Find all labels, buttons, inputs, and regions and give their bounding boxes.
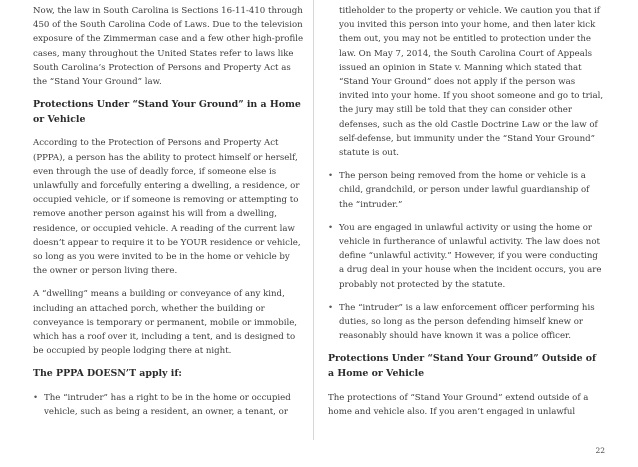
- bullet-icon: •: [328, 222, 334, 233]
- list-item-text: The “intruder” has a right to be in the home or occupied vehicle, such as being a resident, an owner, a tenant, or: [44, 393, 291, 418]
- dwelling-paragraph: A “dwelling” means a building or conveyance of any kind, including an attached porch, whether the building or conveyance is temporary or permanent, mobile or immobile, which has a roof over it, including a tent, and is designed to be occupied by people lodging there at night.: [33, 289, 298, 357]
- list-item: [328, 221, 605, 292]
- bullet-continuation: titleholder to the property or vehicle. We caution you that if you invited this person into your home, and then later kick them out, you may not be entitled to protection under the law. On May 7, 2014, the South Carolina Court of Appeals issued an opinion in State v. Manning which stated that “Stand Your Ground” does not apply if the person was invited into your home. If you shoot someone and go to trial, the jury may still be told that they can consider other defenses, such as the old Castle Doctrine Law or the law of self-defense, but immunity under the “Stand Your Ground” statute is out.: [339, 6, 604, 159]
- bullet-icon: •: [328, 302, 334, 313]
- exceptions-list: [328, 169, 605, 343]
- list-item-text: You are engaged in unlawful activity or using the home or vehicle in furtherance of unlawful activity. The law does not define “unlawful activity.” However, if you were conducting a drug deal in your house when the incident occurs, you are probably not protected by the statute.: [339, 222, 602, 290]
- exceptions-list-start: [33, 391, 305, 419]
- left-column: [33, 4, 305, 428]
- outside-paragraph: The protections of “Stand Your Ground” extend outside of a home and vehicle also. If you aren’t engaged in unlawful: [328, 392, 589, 417]
- page-number: 22: [595, 446, 605, 455]
- pppa-paragraph: According to the Protection of Persons and Property Act (PPPA), a person has the ability to protect himself or herself, even through the use of deadly force, if someone else is unlawfully and forcefully entering a dwelling, a residence, or occupied vehicle, or if someone is removing or attempting to remove another person against his will from a dwelling, residence, or occupied vehicle. A reading of the current law doesn’t appear to require it to be YOUR residence or vehicle, so long as you were invited to be in the home or vehicle by the owner or person living there.: [33, 138, 301, 277]
- right-column: [328, 4, 605, 428]
- intro-paragraph: Now, the law in South Carolina is Sections 16-11-410 through 450 of the South Carolina Code of Laws. Due to the television exposure of the Zimmerman case and a few other high-profile cases, many throughout the United States refer to laws like South Carolina’s Protection of Persons and Property Act as the “Stand Your Ground” law.: [33, 6, 304, 88]
- heading-pppa-not-apply: The PPPA DOESN’T apply if:: [33, 368, 182, 380]
- list-item: [328, 169, 605, 212]
- column-divider: [313, 0, 314, 440]
- list-item: [33, 391, 305, 419]
- list-item: [328, 301, 605, 344]
- heading-home-vehicle: Protections Under “Stand Your Ground” in a Home or Vehicle: [33, 99, 301, 125]
- list-item-text: The person being removed from the home or vehicle is a child, grandchild, or person under lawful guardianship of the “intruder.”: [339, 171, 590, 210]
- heading-outside-home-vehicle: Protections Under “Stand Your Ground” Outside of a Home or Vehicle: [328, 353, 597, 380]
- list-item-text: The “intruder” is a law enforcement officer performing his duties, so long as the person defending himself knew or reasonably should have known it was a police officer.: [339, 302, 595, 342]
- bullet-icon: •: [33, 393, 39, 404]
- bullet-icon: •: [328, 171, 334, 182]
